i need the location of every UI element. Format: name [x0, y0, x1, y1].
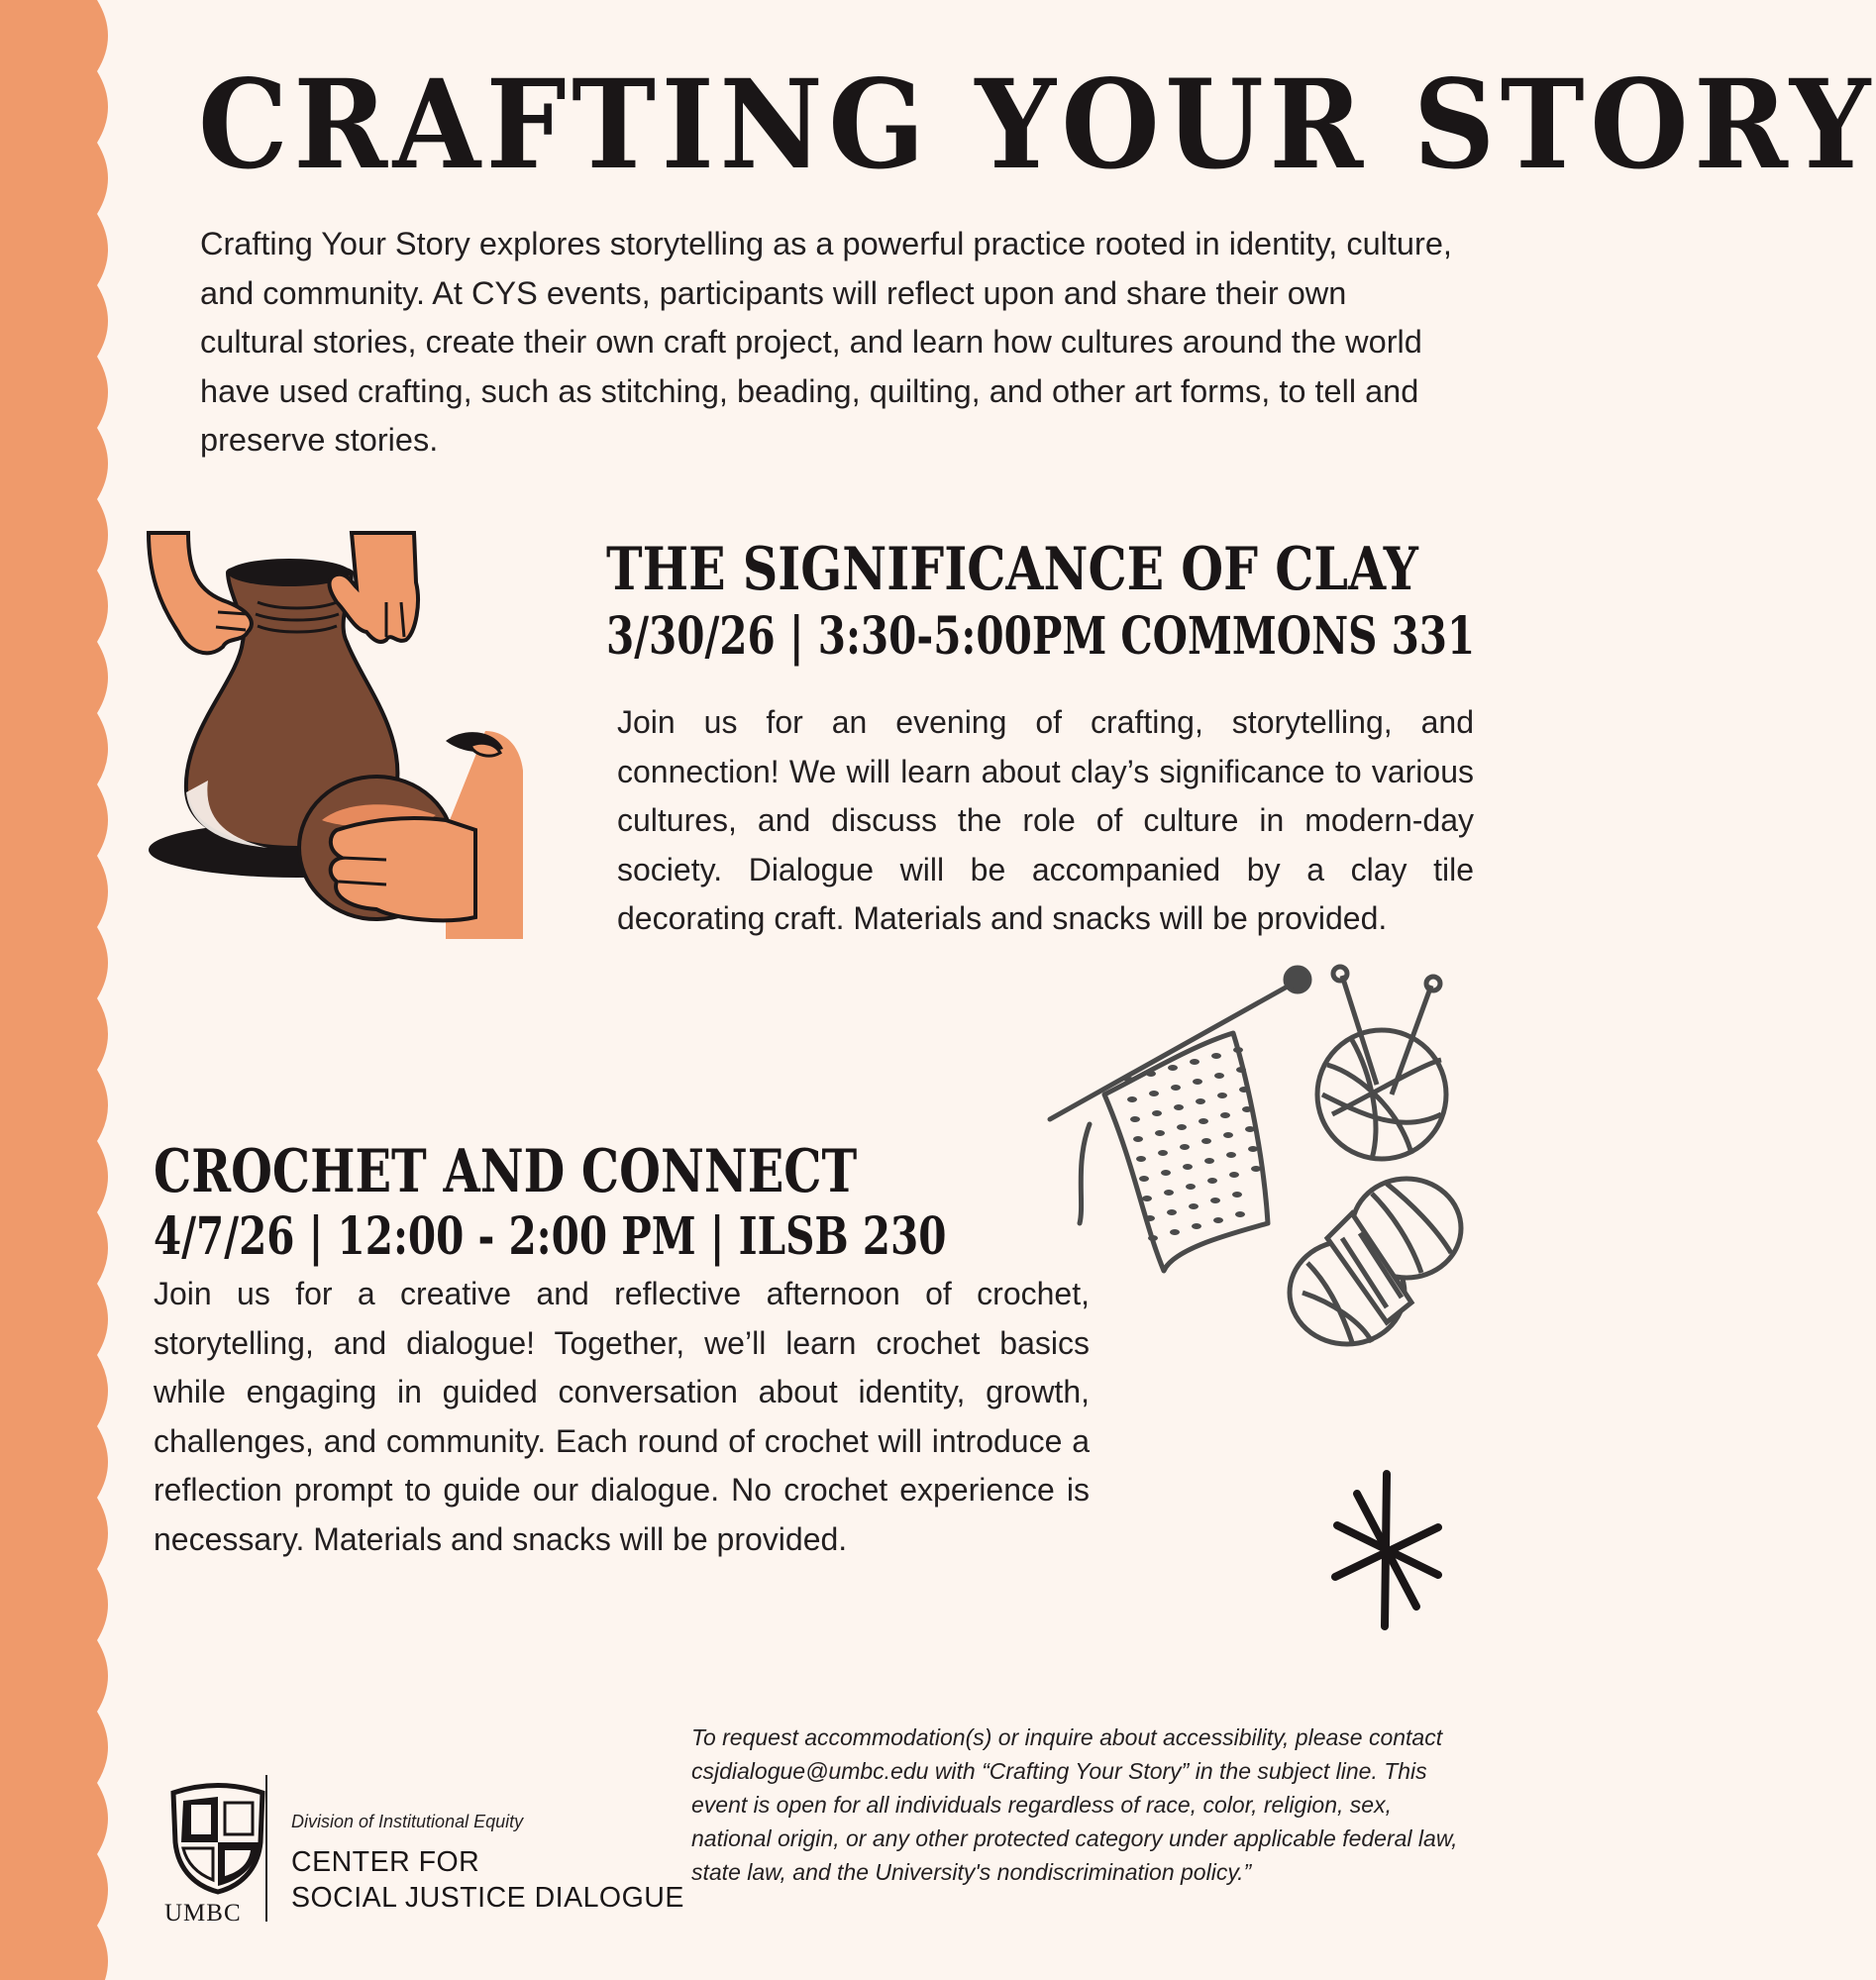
knit-stitch — [1139, 1176, 1149, 1182]
knit-stitch — [1152, 1110, 1162, 1116]
center-name-line1: CENTER FOR — [291, 1846, 480, 1878]
knit-stitch — [1168, 1065, 1178, 1071]
knit-stitch — [1145, 1215, 1155, 1221]
knit-stitch — [1130, 1116, 1140, 1122]
event-1-details: 3/30/26 | 3:30-5:00PM COMMONS 331 — [606, 606, 1476, 667]
knit-stitch — [1180, 1144, 1190, 1150]
knit-stitch — [1192, 1223, 1201, 1229]
knit-stitch — [1174, 1104, 1184, 1110]
knit-stitch — [1177, 1124, 1187, 1130]
knitting-yarn-illustration — [1045, 966, 1461, 1382]
knit-stitch — [1170, 1229, 1180, 1235]
knit-stitch — [1183, 1164, 1193, 1170]
knit-stitch — [1226, 1152, 1236, 1158]
knit-stitch — [1229, 1172, 1239, 1178]
knit-stitch — [1124, 1077, 1134, 1083]
page-title: CRAFTING YOUR STORY — [198, 53, 1876, 197]
division-label: Division of Institutional Equity — [291, 1812, 524, 1831]
asterisk-star-icon — [1327, 1466, 1446, 1634]
knit-stitch — [1201, 1138, 1211, 1144]
knit-stitch — [1199, 1118, 1208, 1124]
knit-stitch — [1220, 1112, 1230, 1118]
event-1-title: THE SIGNIFICANCE OF CLAY — [606, 535, 1418, 604]
umbc-shield-logo — [163, 1783, 272, 1917]
knit-stitch — [1136, 1156, 1146, 1162]
knit-stitch — [1245, 1126, 1255, 1132]
knit-stitch — [1155, 1130, 1165, 1136]
event-2-title: CROCHET AND CONNECT — [154, 1137, 858, 1206]
knit-stitch — [1196, 1098, 1205, 1104]
pottery-hands-illustration — [149, 533, 545, 939]
knit-stitch — [1158, 1150, 1168, 1156]
knit-stitch — [1248, 1146, 1258, 1152]
knit-stitch — [1204, 1158, 1214, 1164]
knit-stitch — [1210, 1198, 1220, 1203]
event-2-description: Join us for a creative and reflective afternoon of crochet, storytelling, and dialogue! Together, we’ll learn crochet basics while engaging in guided conversation about identity, growth, challenges, and community. Each round of crochet will introduce a reflection prompt to guide our dialogue. No crochet experience is necessary. Materials and snacks will be provided. — [154, 1276, 1090, 1557]
knit-stitch — [1133, 1136, 1143, 1142]
knit-stitch — [1214, 1073, 1224, 1079]
scalloped-border — [0, 0, 129, 1980]
knit-stitch — [1233, 1047, 1243, 1053]
knit-stitch — [1213, 1217, 1223, 1223]
knit-stitch — [1235, 1211, 1245, 1217]
knit-stitch — [1171, 1085, 1181, 1091]
knit-stitch — [1217, 1093, 1227, 1098]
knit-stitch — [1146, 1071, 1156, 1077]
knit-stitch — [1186, 1184, 1196, 1190]
knit-stitch — [1127, 1096, 1137, 1102]
event-2-details: 4/7/26 | 12:00 - 2:00 PM | ILSB 230 — [154, 1206, 947, 1267]
footer-divider — [265, 1775, 267, 1922]
center-name-line2: SOCIAL JUSTICE DIALOGUE — [291, 1882, 684, 1914]
umbc-logo-text: UMBC — [164, 1900, 242, 1927]
knit-stitch — [1167, 1209, 1177, 1215]
event-1-description: Join us for an evening of crafting, storytelling, and connection! We will learn about clay’s significance to various cultures, and discuss the role of culture in modern-day society. Dialogue will be accompanied by a clay tile decorating craft. Materials and snacks will be provided. — [617, 704, 1474, 936]
knit-stitch — [1242, 1106, 1252, 1112]
accessibility-notice: To request accommodation(s) or inquire about accessibility, please contact csjdialogue@umbc.edu with “Crafting Your Story” in the subject line. This event is open for all individuals regardless of race, color, religion, sex, national origin, or any other protected category under applicable federal law, state law, and the University's nondiscrimination policy.” — [691, 1724, 1458, 1885]
knit-stitch — [1236, 1067, 1246, 1073]
intro-paragraph: Crafting Your Story explores storytelling as a powerful practice rooted in identity, culture, and community. At CYS events, participants will reflect upon and share their own cultural stories, create their own craft project, and learn how cultures around the world have used crafting, such as stitching, beading, quilting, and other art forms, to tell and preserve stories. — [200, 226, 1452, 458]
knit-stitch — [1189, 1203, 1199, 1209]
knit-stitch — [1190, 1059, 1199, 1065]
knit-stitch — [1161, 1170, 1171, 1176]
knit-stitch — [1164, 1190, 1174, 1196]
knit-stitch — [1193, 1079, 1202, 1085]
knit-stitch — [1223, 1132, 1233, 1138]
knit-stitch — [1207, 1178, 1217, 1184]
knit-stitch — [1149, 1091, 1159, 1096]
knit-stitch — [1148, 1235, 1158, 1241]
knit-stitch — [1232, 1192, 1242, 1198]
knit-stitch — [1239, 1087, 1249, 1093]
knit-stitch — [1251, 1166, 1261, 1172]
knit-stitch — [1211, 1053, 1221, 1059]
knit-stitch — [1142, 1196, 1152, 1201]
